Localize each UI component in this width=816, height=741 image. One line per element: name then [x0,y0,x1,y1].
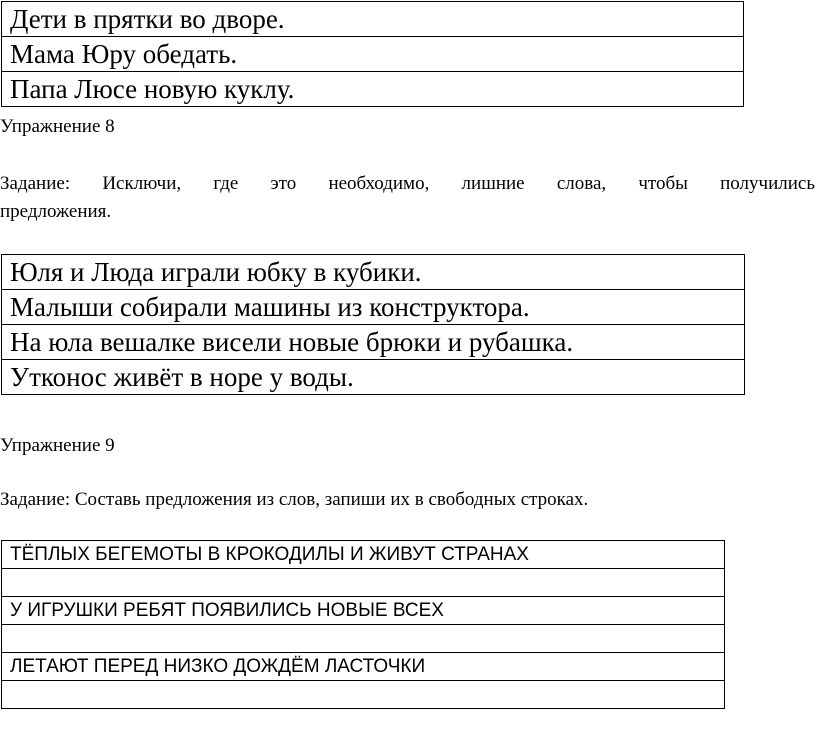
answer-line [2,569,725,597]
table-row [2,569,725,597]
table-row [2,255,745,290]
table-cell: Дети в прятки во дворе. [2,2,744,37]
table-cell: Юля и Люда играли юбку в кубики. [2,255,745,290]
exercise-8-heading: Упражнение 8 [0,116,115,137]
table-cell: Утконос живёт в норе у воды. [2,360,745,395]
table-row [2,625,725,653]
exercise-8-table [1,254,745,395]
table-row [2,37,744,72]
exercise-8-task-line2: предложения. [0,201,112,222]
answer-line [2,681,725,709]
table-cell: У ИГРУШКИ РЕБЯТ ПОЯВИЛИСЬ НОВЫЕ ВСЕХ [2,597,725,625]
exercise-8-task-line1: Задание: Исключи, где это необходимо, лишние слова, чтобы получились [0,173,815,194]
table-row [2,653,725,681]
answer-line [2,625,725,653]
table-cell: Малыши собирали машины из конструктора. [2,290,745,325]
sentences-table-top [1,1,744,107]
exercise-9-table [1,540,725,709]
table-row [2,325,745,360]
table-row [2,541,725,569]
table-cell: Мама Юру обедать. [2,37,744,72]
table-row [2,597,725,625]
exercise-9-task: Задание: Составь предложения из слов, запиши их в свободных строках. [0,489,589,510]
table-cell: На юла вешалке висели новые брюки и рубашка. [2,325,745,360]
exercise-9-heading: Упражнение 9 [0,435,115,456]
table-cell: ЛЕТАЮТ ПЕРЕД НИЗКО ДОЖДЁМ ЛАСТОЧКИ [2,653,725,681]
table-cell: ТЁПЛЫХ БЕГЕМОТЫ В КРОКОДИЛЫ И ЖИВУТ СТРАНАХ [2,541,725,569]
table-cell: Папа Люсе новую куклу. [2,72,744,107]
table-row [2,72,744,107]
table-row [2,681,725,709]
table-row [2,2,744,37]
table-row [2,360,745,395]
table-row [2,290,745,325]
